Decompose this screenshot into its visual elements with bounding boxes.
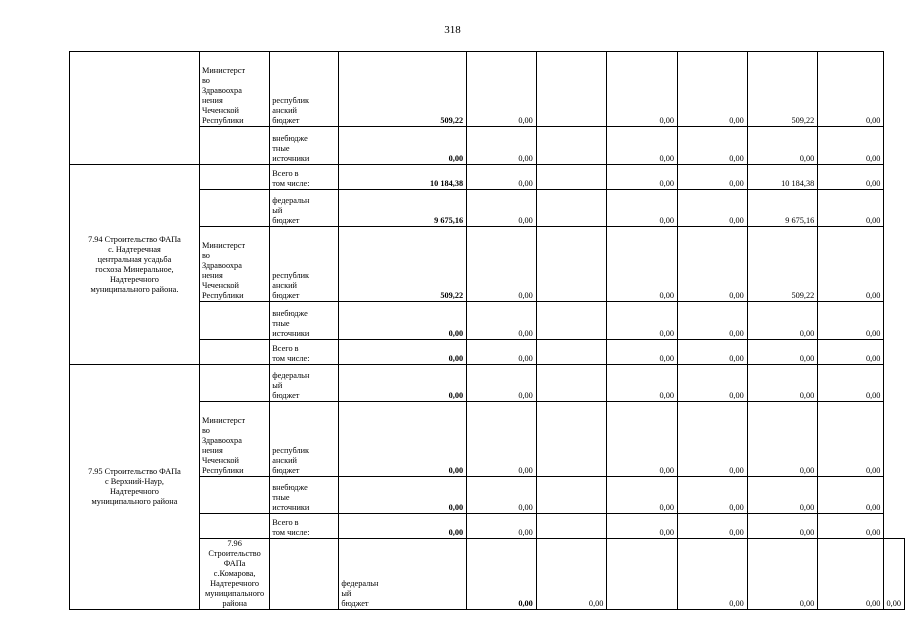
executor-cell bbox=[199, 365, 269, 402]
executor-cell bbox=[199, 477, 269, 514]
value-cell: 0,00 bbox=[678, 190, 748, 227]
value-cell: 0,00 bbox=[607, 365, 678, 402]
funding-source-cell bbox=[270, 227, 339, 302]
value-cell: 0,00 bbox=[467, 402, 537, 477]
value-cell: 0,00 bbox=[818, 539, 884, 610]
value-cell: 0,00 bbox=[818, 190, 884, 227]
total-value-cell: 10 184,38 bbox=[339, 165, 467, 190]
project-name-text: 7.96 Строительство ФАПа с.Комарова, Надтеречного муниципального района bbox=[204, 539, 265, 608]
value-cell: 0,00 bbox=[678, 514, 748, 539]
funding-source-cell bbox=[270, 402, 339, 477]
total-value-cell: 0,00 bbox=[467, 539, 537, 610]
value-cell: 509,22 bbox=[747, 52, 818, 127]
value-cell: 0,00 bbox=[467, 477, 537, 514]
value-cell: 0,00 bbox=[818, 127, 884, 165]
value-cell: 0,00 bbox=[607, 127, 678, 165]
value-cell: 0,00 bbox=[678, 539, 748, 610]
funding-source-cell bbox=[270, 52, 339, 127]
page-number: 318 bbox=[444, 24, 461, 36]
total-value-cell: 0,00 bbox=[339, 402, 467, 477]
value-cell bbox=[536, 127, 607, 165]
value-cell: 0,00 bbox=[818, 477, 884, 514]
value-cell bbox=[536, 165, 607, 190]
total-value-cell: 0,00 bbox=[339, 365, 467, 402]
funding-source-text: Всего в том числе: bbox=[272, 169, 310, 188]
executor-cell bbox=[199, 402, 269, 477]
value-cell: 10 184,38 bbox=[747, 165, 818, 190]
value-cell: 0,00 bbox=[747, 477, 818, 514]
value-cell: 0,00 bbox=[467, 190, 537, 227]
table-row bbox=[70, 165, 905, 190]
value-cell: 0,00 bbox=[678, 165, 748, 190]
value-cell: 0,00 bbox=[607, 165, 678, 190]
value-cell: 509,22 bbox=[747, 227, 818, 302]
project-name bbox=[199, 539, 269, 610]
funding-source-cell bbox=[270, 477, 339, 514]
funding-source-cell bbox=[270, 340, 339, 365]
project-name bbox=[70, 365, 200, 610]
value-cell bbox=[536, 302, 607, 340]
funding-source-text: федеральн ый бюджет bbox=[341, 579, 379, 608]
value-cell bbox=[536, 227, 607, 302]
value-cell: 0,00 bbox=[818, 402, 884, 477]
funding-source-cell bbox=[339, 539, 467, 610]
value-cell bbox=[536, 52, 607, 127]
value-cell: 0,00 bbox=[678, 365, 748, 402]
funding-source-text: федеральн ый бюджет bbox=[272, 371, 310, 400]
value-cell: 0,00 bbox=[818, 302, 884, 340]
value-cell bbox=[536, 190, 607, 227]
executor-cell bbox=[199, 340, 269, 365]
value-cell: 0,00 bbox=[747, 340, 818, 365]
value-cell: 0,00 bbox=[607, 477, 678, 514]
funding-source-text: республик анский бюджет bbox=[272, 271, 310, 300]
value-cell: 0,00 bbox=[678, 302, 748, 340]
value-cell: 0,00 bbox=[818, 227, 884, 302]
funding-source-text: республик анский бюджет bbox=[272, 446, 310, 475]
value-cell: 0,00 bbox=[467, 52, 537, 127]
total-value-cell: 0,00 bbox=[339, 302, 467, 340]
value-cell: 0,00 bbox=[607, 52, 678, 127]
value-cell: 0,00 bbox=[607, 190, 678, 227]
value-cell: 0,00 bbox=[747, 365, 818, 402]
executor-text: Министерст во Здравоохра нения Чеченской Республики bbox=[201, 241, 246, 300]
executor-cell bbox=[199, 514, 269, 539]
funding-source-text: Всего в том числе: bbox=[272, 518, 310, 537]
funding-source-cell bbox=[270, 514, 339, 539]
total-value-cell: 0,00 bbox=[339, 127, 467, 165]
value-cell: 0,00 bbox=[678, 340, 748, 365]
value-cell: 0,00 bbox=[607, 340, 678, 365]
funding-source-cell bbox=[270, 127, 339, 165]
value-cell: 0,00 bbox=[818, 365, 884, 402]
funding-source-text: внебюдже тные источники bbox=[272, 309, 310, 338]
executor-cell bbox=[270, 539, 339, 610]
value-cell: 0,00 bbox=[607, 514, 678, 539]
budget-table bbox=[69, 51, 905, 610]
funding-source-text: внебюдже тные источники bbox=[272, 483, 310, 512]
total-value-cell: 0,00 bbox=[339, 340, 467, 365]
value-cell: 0,00 bbox=[818, 340, 884, 365]
executor-cell bbox=[199, 302, 269, 340]
value-cell: 0,00 bbox=[678, 127, 748, 165]
value-cell: 0,00 bbox=[536, 539, 607, 610]
project-name bbox=[70, 165, 200, 365]
value-cell: 0,00 bbox=[467, 340, 537, 365]
value-cell: 0,00 bbox=[818, 514, 884, 539]
funding-source-text: Всего в том числе: bbox=[272, 344, 310, 363]
total-value-cell: 0,00 bbox=[339, 514, 467, 539]
project-cell bbox=[70, 52, 200, 165]
value-cell: 0,00 bbox=[607, 302, 678, 340]
executor-cell bbox=[199, 127, 269, 165]
value-cell bbox=[536, 477, 607, 514]
executor-text: Министерст во Здравоохра нения Чеченской Республики bbox=[201, 66, 246, 125]
value-cell: 0,00 bbox=[747, 514, 818, 539]
executor-cell bbox=[199, 52, 269, 127]
value-cell: 0,00 bbox=[747, 402, 818, 477]
value-cell bbox=[536, 402, 607, 477]
funding-source-text: федеральн ый бюджет bbox=[272, 196, 310, 225]
funding-source-cell bbox=[270, 365, 339, 402]
funding-source-cell bbox=[270, 302, 339, 340]
value-cell: 0,00 bbox=[467, 365, 537, 402]
value-cell: 0,00 bbox=[467, 302, 537, 340]
value-cell: 0,00 bbox=[747, 539, 818, 610]
value-cell: 0,00 bbox=[818, 52, 884, 127]
value-cell: 0,00 bbox=[467, 165, 537, 190]
value-cell bbox=[607, 539, 678, 610]
value-cell bbox=[536, 365, 607, 402]
project-name-text: 7.94 Строительство ФАПа с. Надтеречная центральная усадьба госхоза Минеральное, Надтеречного муниципального района. bbox=[88, 234, 181, 294]
executor-cell bbox=[199, 190, 269, 227]
total-value-cell: 9 675,16 bbox=[339, 190, 467, 227]
total-value-cell: 509,22 bbox=[339, 52, 467, 127]
total-value-cell: 509,22 bbox=[339, 227, 467, 302]
funding-source-cell bbox=[270, 190, 339, 227]
table-row bbox=[70, 365, 905, 402]
value-cell: 0,00 bbox=[467, 227, 537, 302]
funding-source-text: республик анский бюджет bbox=[272, 96, 310, 125]
value-cell: 0,00 bbox=[678, 477, 748, 514]
value-cell: 0,00 bbox=[607, 227, 678, 302]
value-cell: 0,00 bbox=[607, 402, 678, 477]
total-value-cell: 0,00 bbox=[339, 477, 467, 514]
funding-source-text: внебюдже тные источники bbox=[272, 134, 310, 163]
value-cell: 0,00 bbox=[678, 402, 748, 477]
value-cell bbox=[536, 340, 607, 365]
value-cell: 0,00 bbox=[678, 227, 748, 302]
project-name-text: 7.95 Строительство ФАПа с Верхний-Наур, Надтеречного муниципального района bbox=[88, 467, 181, 506]
value-cell: 0,00 bbox=[467, 514, 537, 539]
executor-cell bbox=[199, 227, 269, 302]
value-cell: 0,00 bbox=[678, 52, 748, 127]
table-row bbox=[70, 52, 905, 127]
funding-source-cell bbox=[270, 165, 339, 190]
value-cell: 9 675,16 bbox=[747, 190, 818, 227]
value-cell: 0,00 bbox=[747, 302, 818, 340]
executor-text: Министерст во Здравоохра нения Чеченской Республики bbox=[201, 416, 246, 475]
executor-cell bbox=[199, 165, 269, 190]
value-cell: 0,00 bbox=[747, 127, 818, 165]
value-cell: 0,00 bbox=[467, 127, 537, 165]
value-cell bbox=[536, 514, 607, 539]
value-cell: 0,00 bbox=[818, 165, 884, 190]
value-cell: 0,00 bbox=[884, 539, 905, 610]
